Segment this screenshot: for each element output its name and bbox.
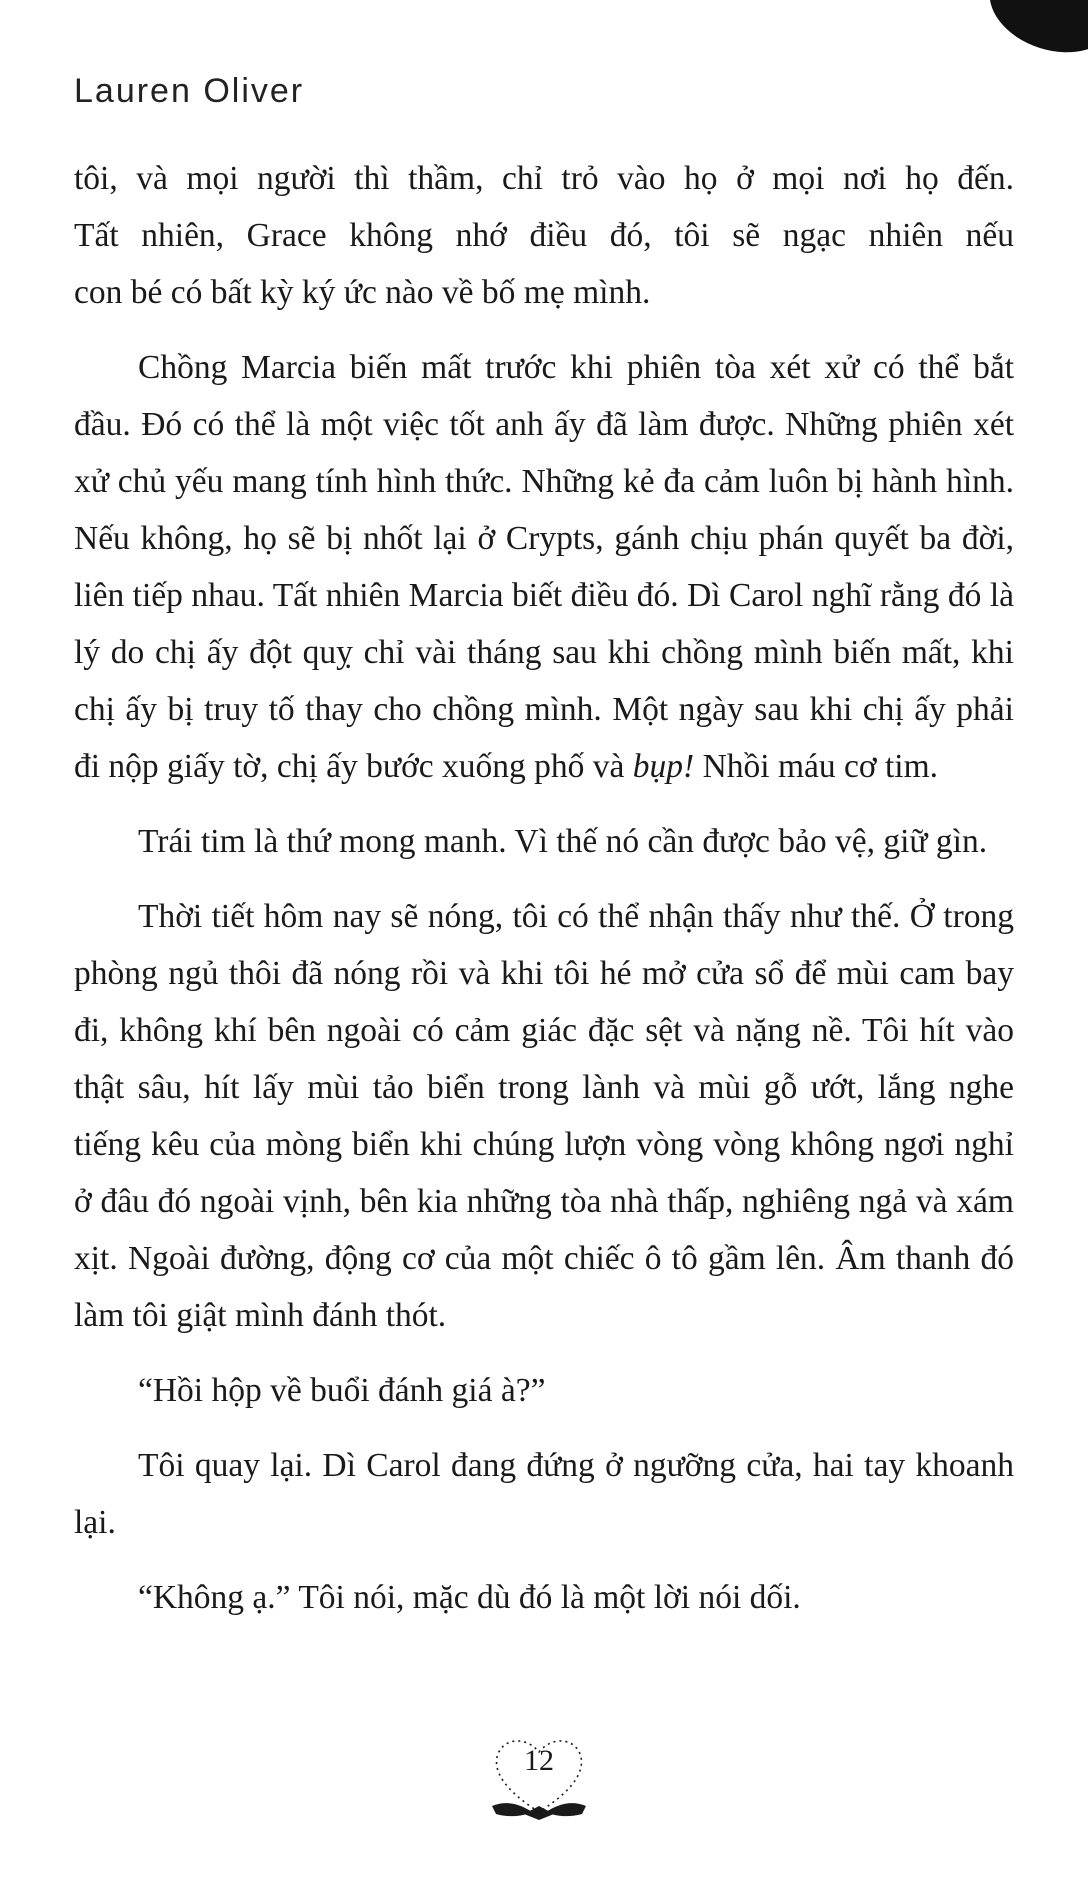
running-header-author: Lauren Oliver bbox=[74, 72, 305, 110]
paragraph-1-line-1: tôi, và mọi người thì thầm, chỉ trỏ vào họ ở mọi nơi họ đến. bbox=[74, 160, 1014, 197]
paragraph-1-line-2: Tất nhiên, Grace không nhớ điều đó, tôi sẽ ngạc nhiên nếu bbox=[74, 217, 1014, 254]
paragraph-3: Trái tim là thứ mong manh. Vì thế nó cần được bảo vệ, giữ gìn. bbox=[138, 823, 988, 860]
paragraph-1-line-3: con bé có bất kỳ ký ức nào về bố mẹ mình. bbox=[74, 274, 651, 311]
paragraph-5-dialogue: “Hồi hộp về buổi đánh giá à?” bbox=[138, 1372, 546, 1409]
paragraph-2-text-before: Chồng Marcia biến mất trước khi phiên tòa xét xử có thể bắt đầu. Đó có thể là một việc tốt anh ấy đã làm được. Những phiên xét xử chủ yếu mang tính hình thức. Những kẻ đa cảm luôn bị hành hình. Nếu không, họ sẽ bị nhốt lại ở Crypts, gánh chịu phán quyết ba đời, liên tiếp nhau. Tất nhiên Marcia biết điều đó. Dì Carol nghĩ rằng đó là lý do chị ấy đột quỵ chỉ vài tháng sau khi chồng mình biến mất, khi chị ấy bị truy tố thay cho chồng mình. Một ngày sau khi chị ấy phải đi nộp giấy tờ, chị ấy bước xuống phố và bbox=[74, 349, 1014, 785]
paragraph-6: Tôi quay lại. Dì Carol đang đứng ở ngưỡng cửa, hai tay khoanh lại. bbox=[74, 1447, 1014, 1541]
paragraph-1 bbox=[74, 150, 1014, 321]
paragraph-7-dialogue: “Không ạ.” Tôi nói, mặc dù đó là một lời nói dối. bbox=[138, 1579, 801, 1616]
paragraph-2 bbox=[74, 339, 1014, 795]
page-corner-shadow bbox=[977, 0, 1088, 68]
paragraph-2-emphasis: bụp! bbox=[632, 748, 695, 785]
paragraph-4: Thời tiết hôm nay sẽ nóng, tôi có thể nhận thấy như thế. Ở trong phòng ngủ thôi đã nóng rồi và khi tôi hé mở cửa sổ để mùi cam bay đi, không khí bên ngoài có cảm giác đặc sệt và nặng nề. Tôi hít vào thật sâu, hít lấy mùi tảo biển trong lành và mùi gỗ ướt, lắng nghe tiếng kêu của mòng biển khi chúng lượn vòng vòng không ngơi nghỉ ở đâu đó ngoài vịnh, bên kia những tòa nhà thấp, nghiêng ngả và xám xịt. Ngoài đường, động cơ của một chiếc ô tô gầm lên. Âm thanh đó làm tôi giật mình đánh thót. bbox=[74, 898, 1014, 1334]
page-number: 12 bbox=[524, 1744, 554, 1777]
paragraph-2-text-after: Nhồi máu cơ tim. bbox=[694, 748, 939, 785]
page-body bbox=[74, 150, 1014, 1626]
page-number-ornament bbox=[484, 1726, 594, 1826]
